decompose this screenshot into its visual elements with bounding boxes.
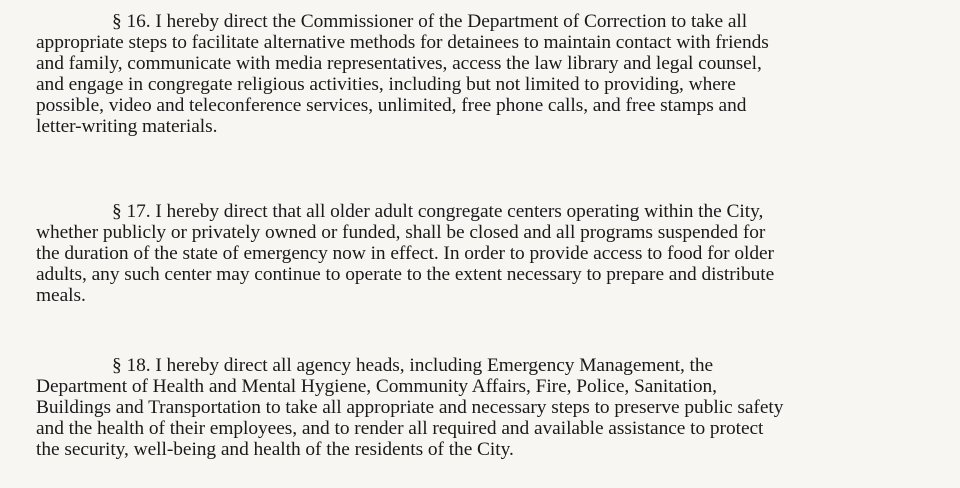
- paragraph-line: appropriate steps to facilitate alternative methods for detainees to maintain contact with friends: [36, 32, 769, 53]
- paragraph-line: and family, communicate with media representatives, access the law library and legal counsel,: [36, 53, 762, 74]
- paragraph-line: adults, any such center may continue to operate to the extent necessary to prepare and distribute: [36, 264, 775, 285]
- section-17-paragraph: [36, 201, 936, 306]
- paragraph-line: § 16. I hereby direct the Commissioner of the Department of Correction to take all: [112, 11, 748, 32]
- paragraph-line: letter-writing materials.: [36, 116, 218, 137]
- paragraph-line: § 17. I hereby direct that all older adult congregate centers operating within the City,: [112, 201, 764, 222]
- paragraph-line: the security, well-being and health of the residents of the City.: [36, 439, 514, 460]
- paragraph-line: § 18. I hereby direct all agency heads, including Emergency Management, the: [112, 355, 714, 376]
- paragraph-line: Buildings and Transportation to take all appropriate and necessary steps to preserve public safety: [36, 397, 784, 418]
- paragraph-line: whether publicly or privately owned or funded, shall be closed and all programs suspended for: [36, 222, 766, 243]
- paragraph-line: possible, video and teleconference services, unlimited, free phone calls, and free stamps and: [36, 95, 747, 116]
- section-16-paragraph: [36, 11, 936, 137]
- paragraph-line: meals.: [36, 285, 86, 306]
- paragraph-line: and the health of their employees, and to render all required and available assistance to protect: [36, 418, 764, 439]
- paragraph-line: and engage in congregate religious activities, including but not limited to providing, where: [36, 74, 736, 95]
- paragraph-line: the duration of the state of emergency now in effect. In order to provide access to food for older: [36, 243, 774, 264]
- section-18-paragraph: [36, 355, 936, 460]
- paragraph-line: Department of Health and Mental Hygiene, Community Affairs, Fire, Police, Sanitation,: [36, 376, 717, 397]
